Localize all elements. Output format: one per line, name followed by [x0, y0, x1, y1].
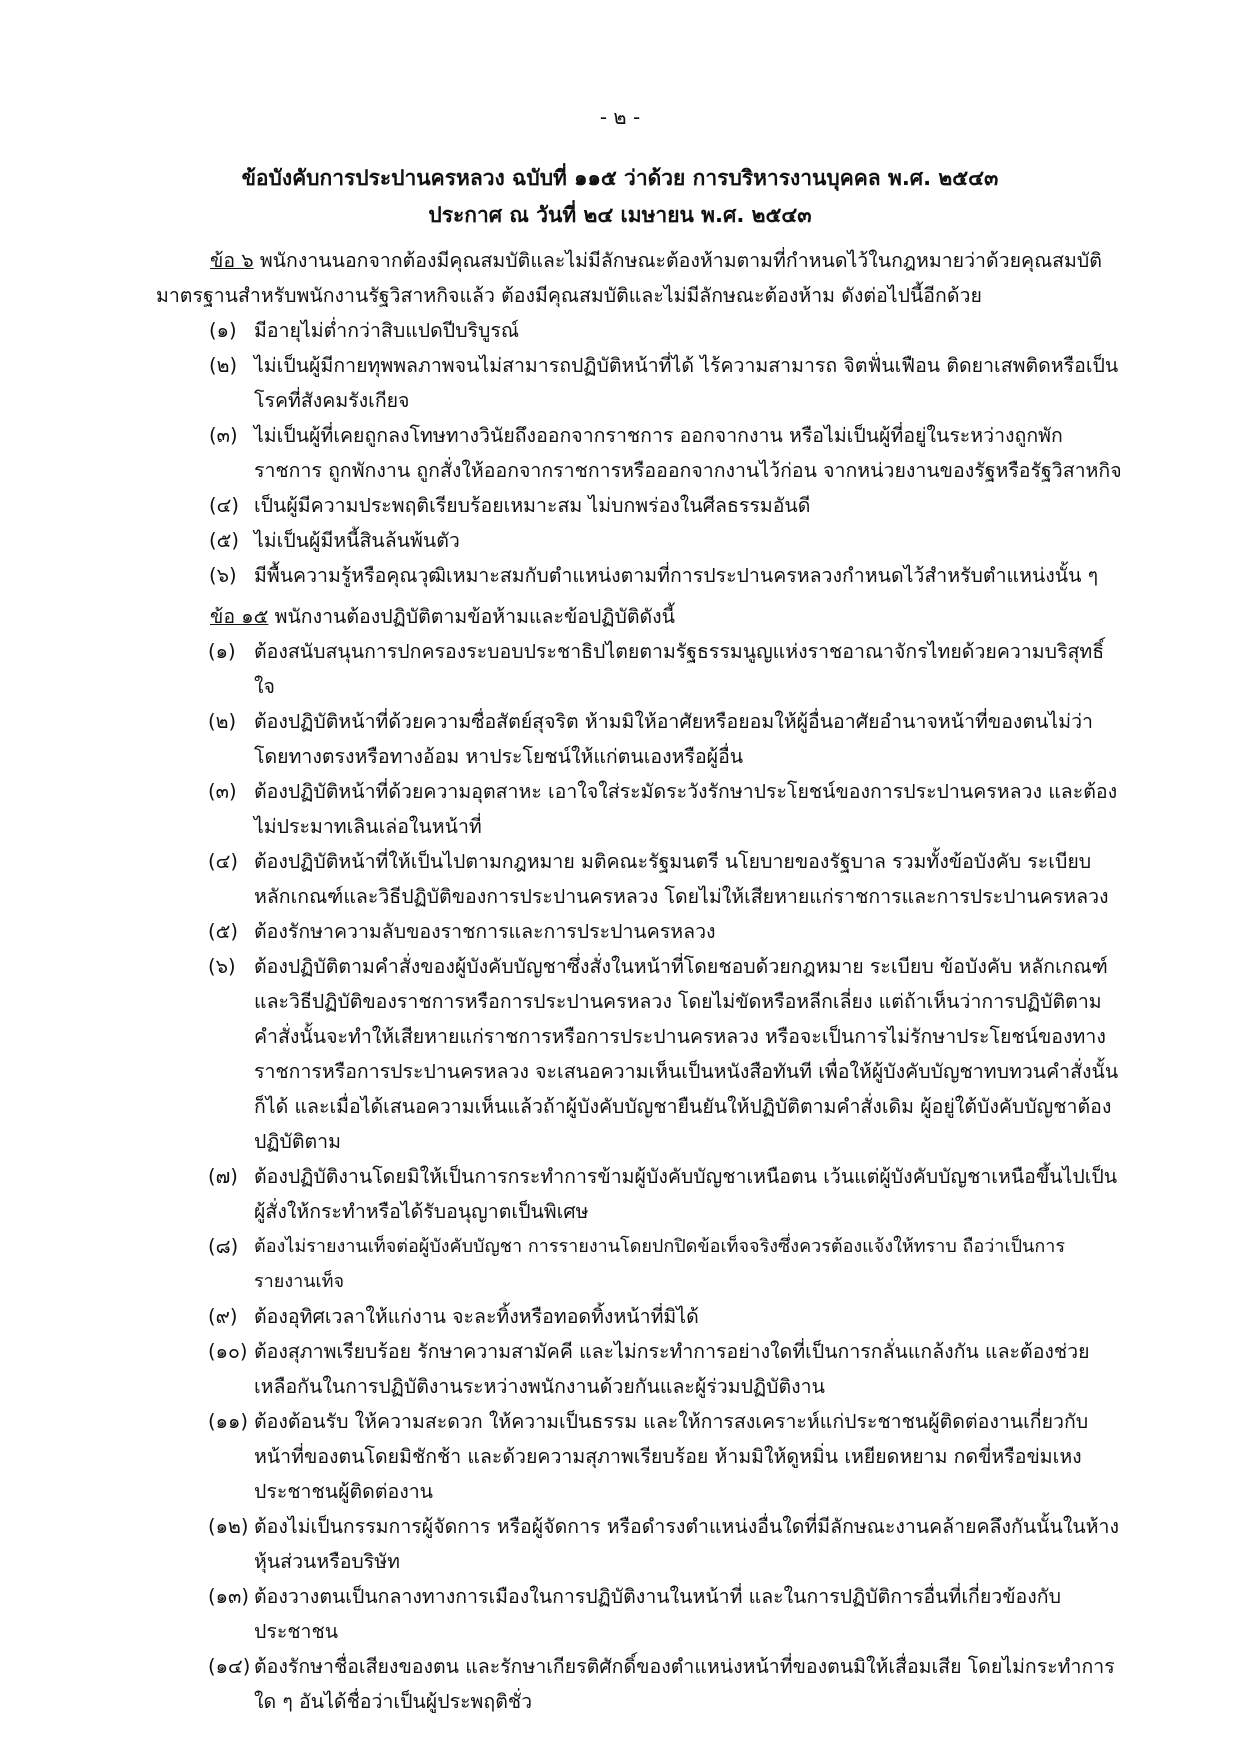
- item-text: ต้องอุทิศเวลาให้แก่งาน จะละทิ้งหรือทอดทิ้งหน้าที่มิได้: [254, 1305, 699, 1328]
- item-number: (๑๐): [208, 1340, 248, 1363]
- item-text: ต้องรักษาความลับของราชการและการประปานครหลวง: [254, 920, 716, 943]
- list-item: [156, 1334, 1124, 1404]
- list-item: [156, 1299, 1124, 1334]
- item-number: (๒): [208, 710, 237, 733]
- item-number: (๑๒): [208, 1515, 249, 1538]
- section-15-heading: ข้อ ๑๕: [210, 605, 269, 628]
- item-number: (๘): [208, 1235, 239, 1258]
- section-6: [156, 243, 1124, 593]
- list-item: [156, 1649, 1124, 1719]
- list-item: [156, 914, 1124, 949]
- section-6-intro: [156, 243, 1124, 313]
- list-item: [156, 558, 1124, 593]
- section-15-list: [156, 634, 1124, 1719]
- item-text: ต้องปฏิบัติงานโดยมิให้เป็นการกระทำการข้ามผู้บังคับบัญชาเหนือตน เว้นแต่ผู้บังคับบัญชาเหนือขึ้นไปเป็นผู้สั่งให้กระทำหรือได้รับอนุญาตเป็นพิเศษ: [254, 1165, 1118, 1223]
- item-text: ต้องไม่รายงานเท็จต่อผู้บังคับบัญชา การรายงานโดยปกปิดข้อเท็จจริงซึ่งควรต้องแจ้งให้ทราบ ถือว่าเป็นการรายงานเท็จ: [254, 1236, 1066, 1292]
- list-item: [156, 774, 1124, 844]
- item-text: ต้องปฏิบัติตามคำสั่งของผู้บังคับบัญชาซึ่งสั่งในหน้าที่โดยชอบด้วยกฎหมาย ระเบียบ ข้อบังคับ หลักเกณฑ์และวิธีปฏิบัติของราชการหรือการประปานครหลวง โดยไม่ขัดหรือหลีกเลี่ยง แต่ถ้าเห็นว่าการปฏิบัติตามคำสั่งนั้นจะทำให้เสียหายแก่ราชการหรือการประปานครหลวง หรือจะเป็นการไม่รักษาประโยชน์ของทางราชการหรือการประปานครหลวง จะเสนอความเห็นเป็นหนังสือทันที เพื่อให้ผู้บังคับบัญชาทบทวนคำสั่งนั้นก็ได้ และเมื่อได้เสนอความเห็นแล้วถ้าผู้บังคับบัญชายืนยันให้ปฏิบัติตามคำสั่งเดิม ผู้อยู่ใต้บังคับบัญชาต้องปฏิบัติตาม: [254, 955, 1119, 1153]
- item-text: ต้องต้อนรับ ให้ความสะดวก ให้ความเป็นธรรม และให้การสงเคราะห์แก่ประชาชนผู้ติดต่องานเกี่ยวกับหน้าที่ของตนโดยมิชักช้า และด้วยความสุภาพเรียบร้อย ห้ามมิให้ดูหมิ่น เหยียดหยาม กดขี่หรือข่มเหงประชาชนผู้ติดต่องาน: [254, 1410, 1089, 1503]
- list-item: [156, 348, 1124, 418]
- item-number: (๒): [209, 354, 238, 377]
- document-title: ข้อบังคับการประปานครหลวง ฉบับที่ ๑๑๕ ว่าด้วย การบริหารงานบุคคล พ.ศ. ๒๕๔๓: [241, 166, 999, 190]
- item-text: ต้องสุภาพเรียบร้อย รักษาความสามัคคี และไม่กระทำการอย่างใดที่เป็นการกลั่นแกล้งกัน และต้องช่วยเหลือกันในการปฏิบัติงานระหว่างพนักงานด้วยกันและผู้ร่วมปฏิบัติงาน: [254, 1340, 1090, 1398]
- item-number: (๕): [209, 529, 239, 552]
- list-item: [156, 704, 1124, 774]
- section-15-intro: [210, 599, 1124, 634]
- item-text: ต้องปฏิบัติหน้าที่ให้เป็นไปตามกฎหมาย มติคณะรัฐมนตรี นโยบายของรัฐบาล รวมทั้งข้อบังคับ ระเบียบ หลักเกณฑ์และวิธีปฏิบัติของการประปานครหลวง โดยไม่ให้เสียหายแก่ราชการและการประปานครหลวง: [254, 850, 1109, 908]
- item-number: (๑๑): [208, 1410, 248, 1433]
- list-item: [156, 313, 1124, 348]
- item-text: ต้องวางตนเป็นกลางทางการเมืองในการปฏิบัติงานในหน้าที่ และในการปฏิบัติการอื่นที่เกี่ยวข้องกับประชาชน: [254, 1585, 1061, 1643]
- item-text: มีพื้นความรู้หรือคุณวุฒิเหมาะสมกับตำแหน่งตามที่การประปานครหลวงกำหนดไว้สำหรับตำแหน่งนั้น ๆ: [254, 564, 1099, 587]
- list-item: [156, 1229, 1124, 1299]
- item-text: ต้องสนับสนุนการปกครองระบอบประชาธิปไตยตามรัฐธรรมนูญแห่งราชอาณาจักรไทยด้วยความบริสุทธิ์ใจ: [254, 640, 1105, 698]
- list-item: [156, 634, 1124, 704]
- section-15-intro-text: พนักงานต้องปฏิบัติตามข้อห้ามและข้อปฏิบัติดังนี้: [268, 605, 676, 628]
- list-item: [156, 488, 1124, 523]
- item-text: ไม่เป็นผู้มีกายทุพพลภาพจนไม่สามารถปฏิบัติหน้าที่ได้ ไร้ความสามารถ จิตฟั่นเฟือน ติดยาเสพติดหรือเป็นโรคที่สังคมรังเกียจ: [254, 354, 1119, 412]
- item-number: (๖): [209, 564, 237, 587]
- list-item: [156, 1159, 1124, 1229]
- item-number: (๑๔): [208, 1655, 251, 1678]
- item-text: ไม่เป็นผู้มีหนี้สินล้นพ้นตัว: [254, 529, 460, 552]
- item-number: (๑): [208, 640, 236, 663]
- list-item: [156, 418, 1124, 488]
- item-number: (๑): [209, 319, 237, 342]
- list-item: [156, 1509, 1124, 1579]
- list-item: [156, 523, 1124, 558]
- list-item: [156, 1404, 1124, 1509]
- item-number: (๕): [208, 920, 238, 943]
- list-item: [156, 949, 1124, 1159]
- item-number: (๙): [208, 1305, 238, 1328]
- item-text: ต้องปฏิบัติหน้าที่ด้วยความอุตสาหะ เอาใจใส่ระมัดระวังรักษาประโยชน์ของการประปานครหลวง และต้องไม่ประมาทเลินเล่อในหน้าที่: [254, 780, 1118, 838]
- item-number: (๖): [208, 955, 236, 978]
- section-15: [156, 599, 1124, 1719]
- item-number: (๔): [208, 850, 238, 873]
- item-number: (๓): [209, 424, 238, 447]
- announcement-date: ประกาศ ณ วันที่ ๒๔ เมษายน พ.ศ. ๒๕๔๓: [428, 203, 812, 227]
- page-number: - ๒ -: [599, 105, 641, 129]
- list-item: [156, 844, 1124, 914]
- item-text: ต้องไม่เป็นกรรมการผู้จัดการ หรือผู้จัดการ หรือดำรงตำแหน่งอื่นใดที่มีลักษณะงานคล้ายคลึงกันนั้นในห้างหุ้นส่วนหรือบริษัท: [254, 1515, 1119, 1573]
- item-number: (๑๓): [208, 1585, 249, 1608]
- item-text: ต้องรักษาชื่อเสียงของตน และรักษาเกียรติศักดิ์ของตำแหน่งหน้าที่ของตนมิให้เสื่อมเสีย โดยไม่กระทำการใด ๆ อันได้ชื่อว่าเป็นผู้ประพฤติชั่ว: [254, 1655, 1115, 1713]
- section-6-heading: ข้อ ๖: [210, 249, 254, 272]
- item-number: (๓): [208, 780, 237, 803]
- section-6-list: [156, 313, 1124, 593]
- item-number: (๔): [209, 494, 239, 517]
- item-text: มีอายุไม่ต่ำกว่าสิบแปดปีบริบูรณ์: [254, 319, 519, 342]
- item-text: ต้องปฏิบัติหน้าที่ด้วยความซื่อสัตย์สุจริต ห้ามมิให้อาศัยหรือยอมให้ผู้อื่นอาศัยอำนาจหน้าที่ของตนไม่ว่าโดยทางตรงหรือทางอ้อม หาประโยชน์ให้แก่ตนเองหรือผู้อื่น: [254, 710, 1093, 768]
- section-6-intro-text: พนักงานนอกจากต้องมีคุณสมบัติและไม่มีลักษณะต้องห้ามตามที่กำหนดไว้ในกฎหมายว่าด้วยคุณสมบัติมาตรฐานสำหรับพนักงานรัฐวิสาหกิจแล้ว ต้องมีคุณสมบัติและไม่มีลักษณะต้องห้าม ดังต่อไปนี้อีกด้วย: [156, 249, 1102, 307]
- list-item: [156, 1579, 1124, 1649]
- item-text: เป็นผู้มีความประพฤติเรียบร้อยเหมาะสม ไม่บกพร่องในศีลธรรมอันดี: [254, 494, 811, 517]
- item-text: ไม่เป็นผู้ที่เคยถูกลงโทษทางวินัยถึงออกจากราชการ ออกจากงาน หรือไม่เป็นผู้ที่อยู่ในระหว่างถูกพักราชการ ถูกพักงาน ถูกสั่งให้ออกจากราชการหรือออกจากงานไว้ก่อน จากหน่วยงานของรัฐหรือรัฐวิสาหกิจ: [254, 424, 1122, 482]
- item-number: (๗): [208, 1165, 238, 1188]
